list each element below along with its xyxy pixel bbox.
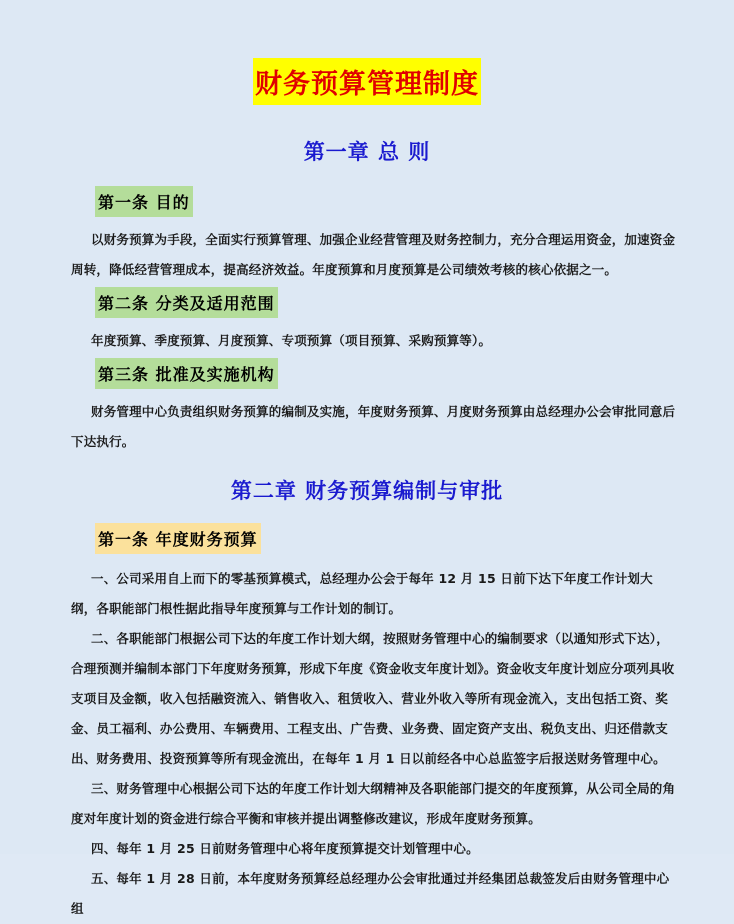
chapter-1-article-1-text: 以财务预算为手段，全面实行预算管理、加强企业经营管理及财务控制力，充分合理运用资金，加速资金周转，降低经营管理成本，提高经济效益。年度预算和月度预算是公司绩效考核的核心依据之一。 xyxy=(71,232,676,277)
paragraph: 三、财务管理中心根据公司下达的年度工作计划大纲精神及各职能部门提交的年度预算，从公司全局的角度对年度计划的资金进行综合平衡和审核并提出调整修改建议，形成年度财务预算。 xyxy=(71,781,676,826)
chapter-1-article-2-row xyxy=(95,287,734,318)
chapter-1-article-3-row xyxy=(95,358,734,389)
chapter-1-article-2-title: 第二条 分类及适用范围 xyxy=(95,287,278,318)
chapter-2-article-1-row xyxy=(95,523,734,554)
chapter-1-title: 第一章 总 则 xyxy=(303,140,431,164)
chapter-1-article-1-title: 第一条 目的 xyxy=(95,186,193,217)
chapter-1-article-3-title: 第三条 批准及实施机构 xyxy=(95,358,278,389)
chapter-1-article-3-text: 财务管理中心负责组织财务预算的编制及实施，年度财务预算、月度财务预算由总经理办公会审批同意后下达执行。 xyxy=(71,404,676,449)
paragraph: 四、每年 1 月 25 日前财务管理中心将年度预算提交计划管理中心。 xyxy=(91,841,479,856)
chapter-2-article-1-body xyxy=(0,564,734,924)
document-title: 财务预算管理制度 xyxy=(253,58,481,105)
paragraph: 二、各职能部门根据公司下达的年度工作计划大纲，按照财务管理中心的编制要求（以通知形式下达），合理预测并编制本部门下年度财务预算，形成下年度《资金收支年度计划》。资金收支年度计划应分项列具收支项目及金额，收入包括融资流入、销售收入、租赁收入、营业外收入等所有现金流入，支出包括工资、奖金、员工福利、办公费用、车辆费用、工程支出、广告费、业务费、固定资产支出、税负支出、归还借款支出、财务费用、投资预算等所有现金流出，在每年 1 月 1 日以前经各中心总监签字后报送财务管理中心。 xyxy=(71,631,675,766)
chapter-2-title: 第二章 财务预算编制与审批 xyxy=(230,479,504,503)
chapter-1-article-2-text: 年度预算、季度预算、月度预算、专项预算（项目预算、采购预算等）。 xyxy=(91,333,492,348)
paragraph: 五、每年 1 月 28 日前，本年度财务预算经总经理办公会审批通过并经集团总裁签发后由财务管理中心组 xyxy=(71,871,670,916)
title-row xyxy=(0,58,734,114)
chapter-1-article-1-row xyxy=(95,186,734,217)
chapter-2-article-1-title: 第一条 年度财务预算 xyxy=(95,523,261,554)
paragraph: 一、公司采用自上而下的零基预算模式，总经理办公会于每年 12 月 15 日前下达下年度工作计划大纲，各职能部门根性据此指导年度预算与工作计划的制订。 xyxy=(71,571,653,616)
